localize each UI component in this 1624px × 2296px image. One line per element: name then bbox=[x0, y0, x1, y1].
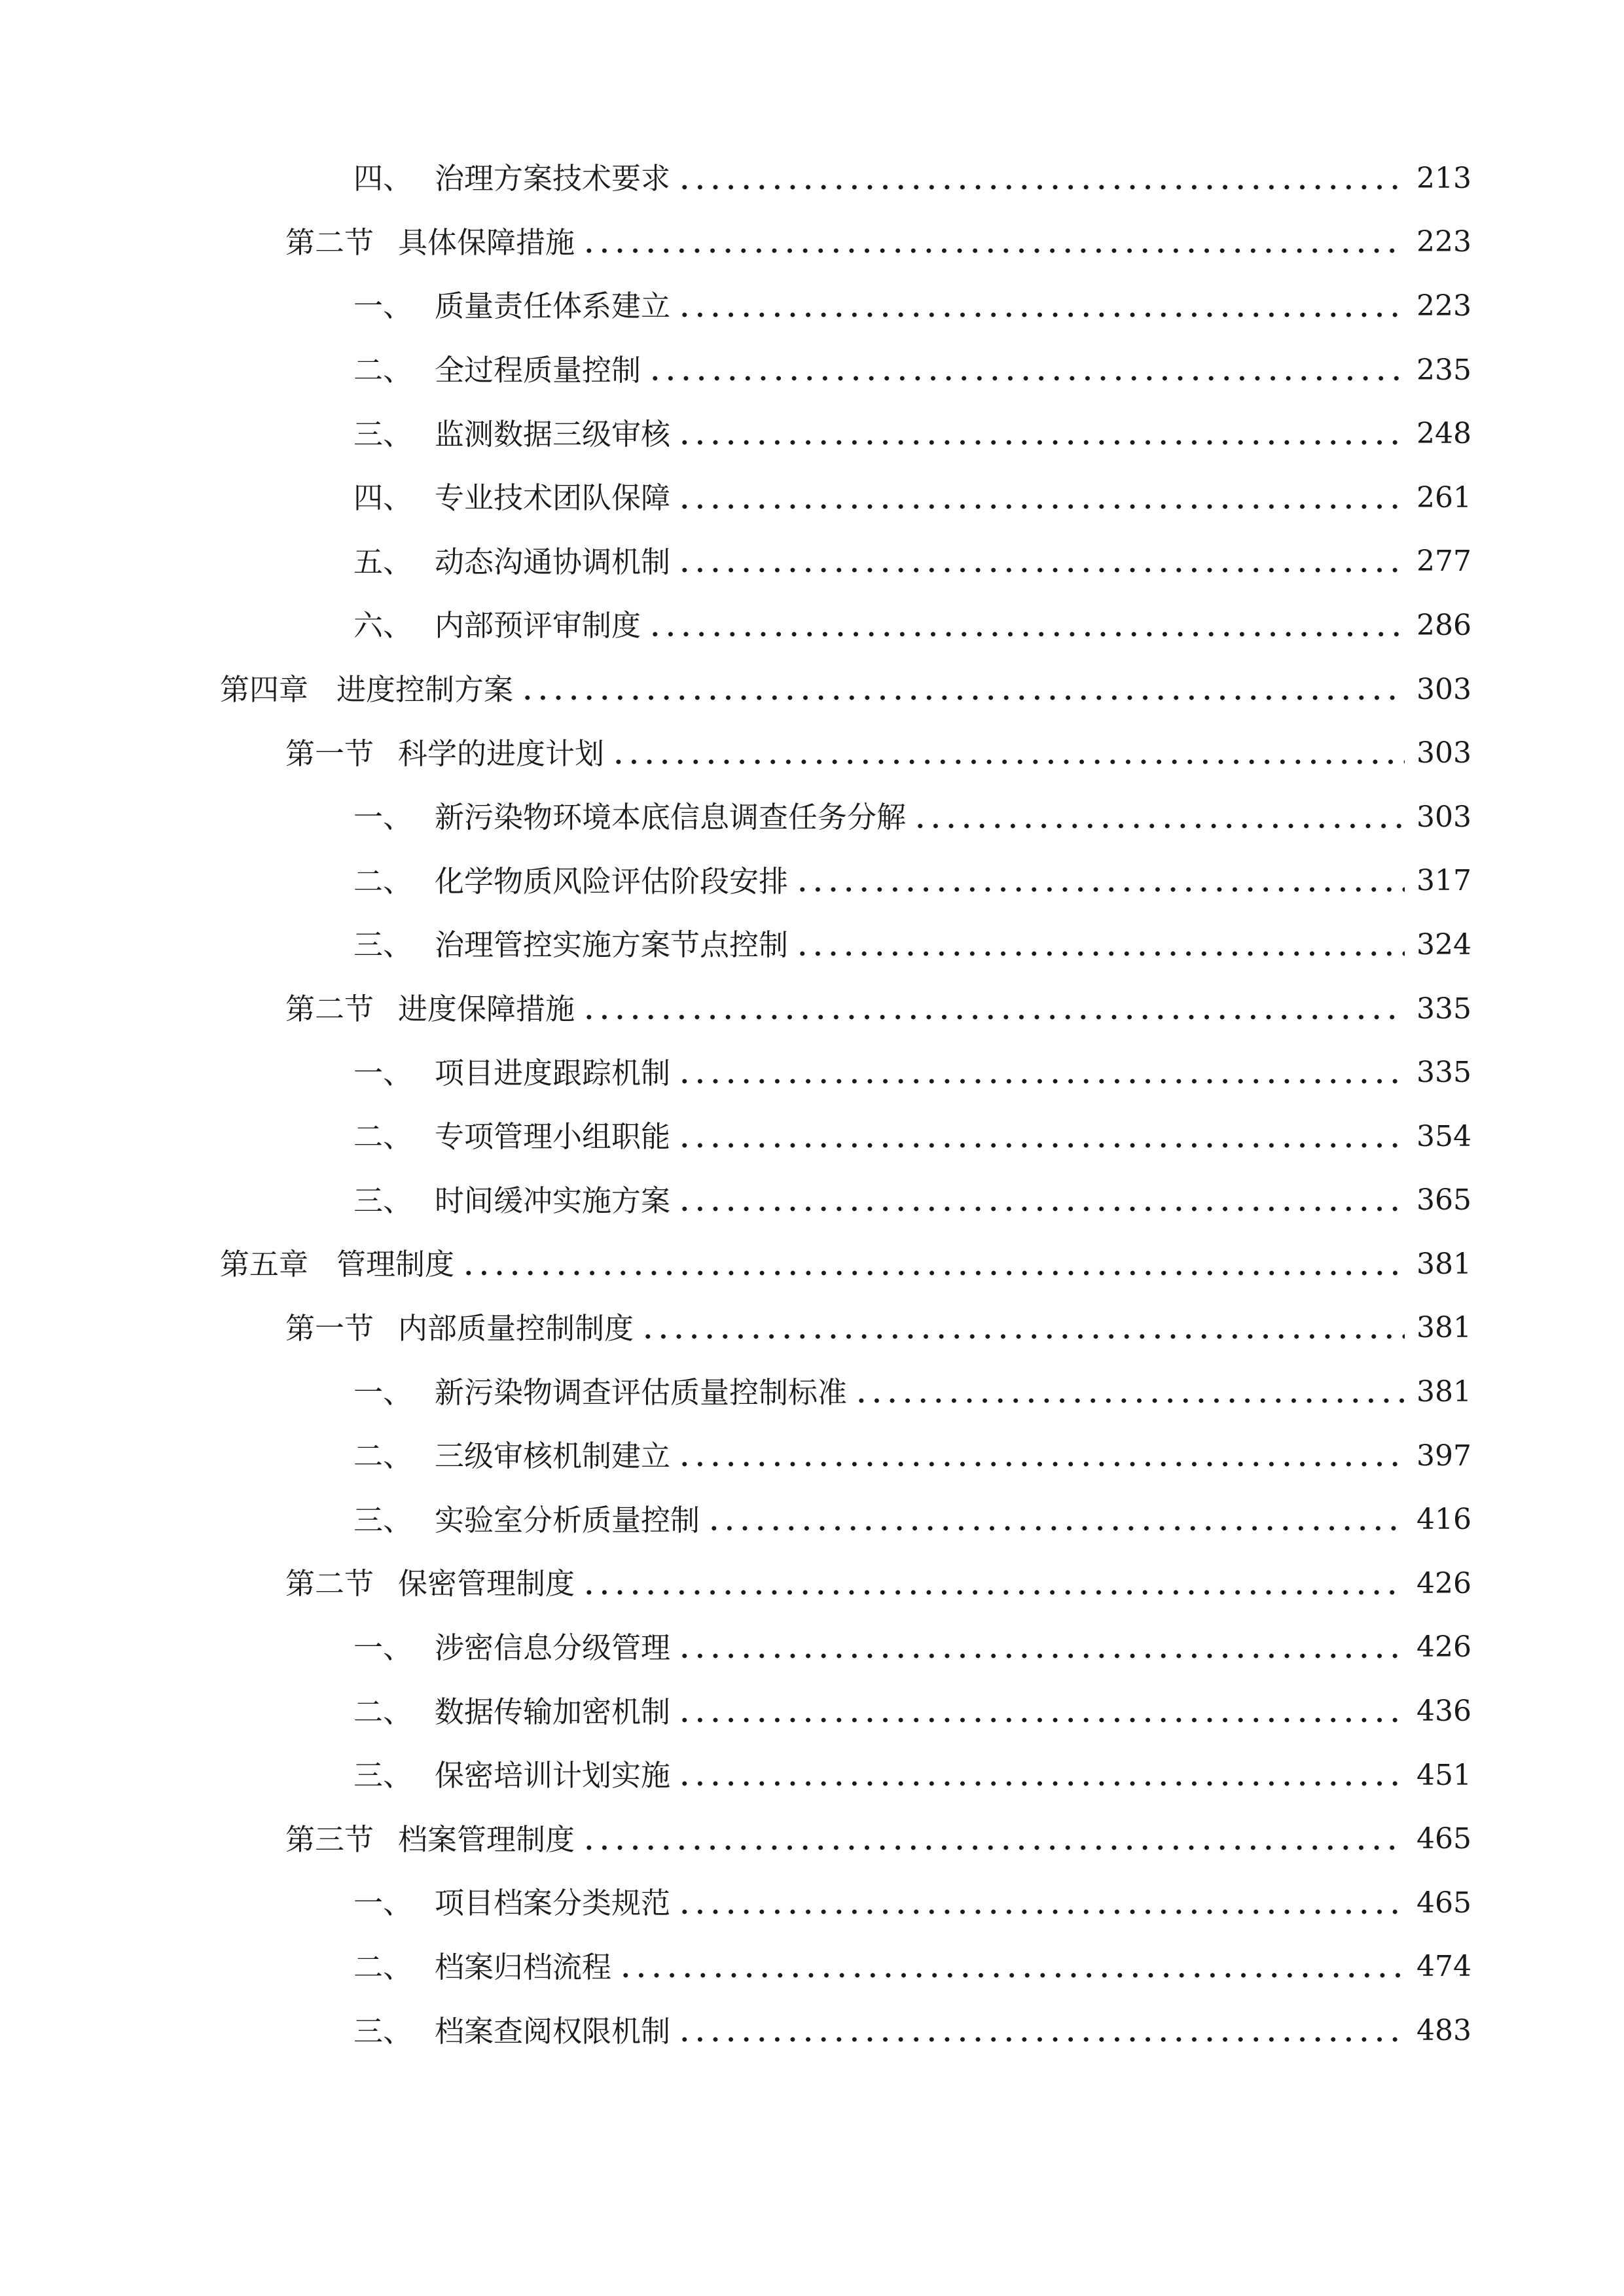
toc-entry[interactable] bbox=[0, 1105, 1624, 1169]
toc-dot-leader bbox=[677, 439, 1405, 446]
toc-dot-leader bbox=[795, 886, 1405, 893]
toc-entry-label bbox=[353, 1949, 615, 1984]
toc-entry-title: 管理制度 bbox=[336, 1247, 455, 1282]
toc-entry-label bbox=[353, 1183, 674, 1218]
toc-entry[interactable] bbox=[0, 1999, 1624, 2063]
toc-dot-leader bbox=[520, 694, 1405, 702]
toc-page-number: 365 bbox=[1416, 1183, 1471, 1217]
toc-page-number: 235 bbox=[1416, 353, 1471, 387]
toc-dot-leader bbox=[618, 1971, 1405, 1979]
toc-entry-title: 档案管理制度 bbox=[398, 1821, 575, 1857]
toc-entry-label bbox=[220, 672, 517, 708]
toc-entry[interactable] bbox=[0, 1616, 1624, 1680]
toc-page-number: 277 bbox=[1416, 545, 1471, 579]
toc-entry-label bbox=[353, 1886, 674, 1921]
toc-entry-number: 四、 bbox=[353, 161, 413, 196]
toc-entry-number: 二、 bbox=[353, 1949, 413, 1984]
toc-entry[interactable] bbox=[0, 850, 1624, 914]
table-of-contents bbox=[0, 147, 1624, 2063]
toc-entry-label bbox=[285, 1310, 638, 1346]
toc-entry-label bbox=[285, 1821, 579, 1857]
toc-entry[interactable] bbox=[0, 1424, 1624, 1488]
toc-entry-title: 涉密信息分级管理 bbox=[435, 1630, 671, 1665]
toc-dot-leader bbox=[461, 1269, 1405, 1277]
toc-dot-leader bbox=[677, 183, 1405, 191]
toc-page-number: 381 bbox=[1416, 1247, 1471, 1281]
toc-dot-leader bbox=[581, 1013, 1405, 1021]
toc-entry-title: 内部预评审制度 bbox=[435, 608, 641, 643]
toc-entry-label bbox=[285, 224, 579, 260]
toc-entry[interactable] bbox=[0, 1935, 1624, 2000]
toc-entry-number: 第二节 bbox=[285, 224, 374, 260]
toc-page-number: 416 bbox=[1416, 1503, 1471, 1537]
toc-page-number: 354 bbox=[1416, 1119, 1471, 1153]
toc-dot-leader bbox=[677, 1077, 1405, 1085]
toc-entry-number: 三、 bbox=[353, 1502, 413, 1537]
toc-entry[interactable] bbox=[0, 1679, 1624, 1744]
toc-entry[interactable] bbox=[0, 1871, 1624, 1935]
toc-entry-title: 专项管理小组职能 bbox=[435, 1119, 671, 1155]
toc-entry-title: 项目进度跟踪机制 bbox=[435, 1055, 671, 1090]
toc-entry-number: 二、 bbox=[353, 1694, 413, 1729]
toc-entry[interactable] bbox=[0, 1232, 1624, 1297]
toc-page-number: 483 bbox=[1416, 2014, 1471, 2048]
toc-entry-label bbox=[353, 1630, 674, 1665]
toc-entry-title: 全过程质量控制 bbox=[435, 353, 641, 388]
toc-entry-title: 治理管控实施方案节点控制 bbox=[435, 927, 789, 963]
toc-entry-label bbox=[285, 1566, 579, 1602]
toc-entry-title: 实验室分析质量控制 bbox=[435, 1502, 700, 1537]
toc-entry[interactable] bbox=[0, 147, 1624, 211]
toc-entry[interactable] bbox=[0, 658, 1624, 722]
toc-entry-title: 化学物质风险评估阶段安排 bbox=[435, 863, 789, 899]
toc-entry-label bbox=[353, 1758, 674, 1793]
toc-entry-number: 三、 bbox=[353, 416, 413, 452]
toc-entry-label bbox=[353, 800, 910, 835]
toc-page-number: 381 bbox=[1416, 1311, 1471, 1345]
toc-entry-number: 第二节 bbox=[285, 992, 374, 1027]
toc-entry-title: 进度控制方案 bbox=[336, 672, 514, 708]
toc-dot-leader bbox=[611, 758, 1405, 766]
toc-page-number: 381 bbox=[1416, 1375, 1471, 1409]
toc-page-number: 286 bbox=[1416, 608, 1471, 642]
toc-entry-label bbox=[353, 416, 674, 452]
toc-entry-number: 三、 bbox=[353, 1758, 413, 1793]
toc-dot-leader bbox=[912, 822, 1405, 830]
toc-entry-title: 治理方案技术要求 bbox=[435, 161, 671, 196]
toc-page-number: 223 bbox=[1416, 225, 1471, 259]
toc-entry[interactable] bbox=[0, 721, 1624, 785]
toc-entry-number: 一、 bbox=[353, 1055, 413, 1090]
toc-entry[interactable] bbox=[0, 402, 1624, 466]
toc-dot-leader bbox=[677, 566, 1405, 574]
toc-entry[interactable] bbox=[0, 1744, 1624, 1808]
toc-dot-leader bbox=[581, 1844, 1405, 1852]
toc-entry[interactable] bbox=[0, 594, 1624, 658]
toc-page-number: 436 bbox=[1416, 1695, 1471, 1729]
toc-entry[interactable] bbox=[0, 785, 1624, 850]
toc-dot-leader bbox=[677, 1908, 1405, 1916]
toc-dot-leader bbox=[677, 1205, 1405, 1213]
toc-entry-number: 一、 bbox=[353, 1374, 413, 1410]
toc-entry-title: 新污染物调查评估质量控制标准 bbox=[435, 1374, 848, 1410]
toc-entry[interactable] bbox=[0, 530, 1624, 594]
toc-entry-label bbox=[353, 480, 674, 516]
toc-dot-leader bbox=[677, 503, 1405, 511]
toc-entry[interactable] bbox=[0, 1807, 1624, 1871]
toc-entry-number: 第四章 bbox=[220, 672, 309, 708]
toc-entry-title: 科学的进度计划 bbox=[398, 736, 605, 771]
toc-entry-number: 第一节 bbox=[285, 1310, 374, 1346]
toc-entry[interactable] bbox=[0, 1488, 1624, 1552]
toc-dot-leader bbox=[677, 1780, 1405, 1787]
toc-page-number: 426 bbox=[1416, 1566, 1471, 1600]
toc-dot-leader bbox=[581, 247, 1405, 255]
toc-entry-number: 三、 bbox=[353, 1183, 413, 1218]
toc-entry-title: 数据传输加密机制 bbox=[435, 1694, 671, 1729]
toc-dot-leader bbox=[677, 311, 1405, 319]
toc-entry-title: 进度保障措施 bbox=[398, 992, 575, 1027]
toc-dot-leader bbox=[581, 1588, 1405, 1596]
toc-entry[interactable] bbox=[0, 1552, 1624, 1616]
toc-entry-label bbox=[353, 161, 674, 196]
toc-entry-title: 新污染物环境本底信息调查任务分解 bbox=[435, 800, 907, 835]
toc-page-number: 223 bbox=[1416, 289, 1471, 323]
toc-entry-number: 六、 bbox=[353, 608, 413, 643]
toc-entry-number: 三、 bbox=[353, 2013, 413, 2049]
toc-dot-leader bbox=[706, 1524, 1405, 1532]
toc-entry-title: 具体保障措施 bbox=[398, 224, 575, 260]
toc-dot-leader bbox=[640, 1333, 1405, 1340]
toc-dot-leader bbox=[647, 374, 1405, 382]
toc-entry-number: 三、 bbox=[353, 927, 413, 963]
toc-entry-title: 三级审核机制建立 bbox=[435, 1439, 671, 1474]
toc-entry[interactable] bbox=[0, 1360, 1624, 1424]
toc-entry-title: 项目档案分类规范 bbox=[435, 1886, 671, 1921]
toc-page-number: 303 bbox=[1416, 672, 1471, 706]
toc-dot-leader bbox=[677, 1460, 1405, 1468]
toc-page-number: 261 bbox=[1416, 480, 1471, 514]
toc-entry[interactable] bbox=[0, 1297, 1624, 1361]
toc-entry-title: 监测数据三级审核 bbox=[435, 416, 671, 452]
toc-entry-number: 一、 bbox=[353, 289, 413, 324]
toc-dot-leader bbox=[677, 1652, 1405, 1660]
toc-dot-leader bbox=[647, 630, 1405, 638]
toc-entry-label bbox=[285, 736, 608, 771]
toc-entry-label bbox=[353, 863, 792, 899]
toc-entry-label bbox=[353, 1119, 674, 1155]
toc-entry[interactable] bbox=[0, 338, 1624, 403]
toc-page-number: 465 bbox=[1416, 1822, 1471, 1856]
toc-entry[interactable] bbox=[0, 977, 1624, 1041]
toc-entry-number: 二、 bbox=[353, 353, 413, 388]
toc-page-number: 324 bbox=[1416, 927, 1471, 961]
toc-page-number: 451 bbox=[1416, 1758, 1471, 1792]
toc-entry-label bbox=[353, 544, 674, 579]
toc-entry-number: 第一节 bbox=[285, 736, 374, 771]
toc-entry-label bbox=[285, 992, 579, 1027]
toc-page-number: 465 bbox=[1416, 1886, 1471, 1920]
toc-entry-label bbox=[353, 608, 645, 643]
toc-page-number: 213 bbox=[1416, 161, 1471, 195]
toc-page-number: 474 bbox=[1416, 1950, 1471, 1984]
toc-entry-label bbox=[353, 1374, 851, 1410]
toc-entry-label bbox=[353, 289, 674, 324]
toc-page-number: 426 bbox=[1416, 1630, 1471, 1664]
toc-entry-number: 第二节 bbox=[285, 1566, 374, 1602]
toc-entry[interactable] bbox=[0, 466, 1624, 530]
toc-entry-label bbox=[353, 2013, 674, 2049]
toc-entry-title: 动态沟通协调机制 bbox=[435, 544, 671, 579]
toc-dot-leader bbox=[677, 2036, 1405, 2043]
toc-dot-leader bbox=[854, 1397, 1405, 1405]
toc-entry-title: 内部质量控制制度 bbox=[398, 1310, 634, 1346]
toc-page-number: 335 bbox=[1416, 1056, 1471, 1090]
toc-page-number: 397 bbox=[1416, 1439, 1471, 1473]
toc-entry-number: 一、 bbox=[353, 800, 413, 835]
toc-entry[interactable] bbox=[0, 913, 1624, 977]
toc-entry-label bbox=[353, 927, 792, 963]
toc-entry-number: 第五章 bbox=[220, 1247, 309, 1282]
toc-page-number: 248 bbox=[1416, 417, 1471, 451]
toc-entry-label bbox=[353, 1502, 704, 1537]
toc-entry-label bbox=[353, 353, 645, 388]
toc-entry-title: 专业技术团队保障 bbox=[435, 480, 671, 516]
toc-entry-number: 四、 bbox=[353, 480, 413, 516]
toc-entry-label bbox=[220, 1247, 458, 1282]
toc-page-number: 317 bbox=[1416, 864, 1471, 898]
toc-entry-label bbox=[353, 1055, 674, 1090]
toc-entry-title: 档案查阅权限机制 bbox=[435, 2013, 671, 2049]
toc-entry[interactable] bbox=[0, 211, 1624, 275]
toc-page-number: 303 bbox=[1416, 800, 1471, 834]
toc-entry-title: 时间缓冲实施方案 bbox=[435, 1183, 671, 1218]
toc-entry-title: 质量责任体系建立 bbox=[435, 289, 671, 324]
toc-entry[interactable] bbox=[0, 274, 1624, 338]
toc-dot-leader bbox=[677, 1716, 1405, 1724]
toc-entry-label bbox=[353, 1694, 674, 1729]
toc-page-number: 335 bbox=[1416, 992, 1471, 1026]
toc-entry-title: 档案归档流程 bbox=[435, 1949, 612, 1984]
toc-entry-title: 保密管理制度 bbox=[398, 1566, 575, 1602]
toc-dot-leader bbox=[677, 1141, 1405, 1149]
toc-entry-number: 二、 bbox=[353, 1119, 413, 1155]
toc-page-number: 303 bbox=[1416, 736, 1471, 770]
toc-entry[interactable] bbox=[0, 1041, 1624, 1105]
toc-entry[interactable] bbox=[0, 1169, 1624, 1233]
toc-dot-leader bbox=[795, 950, 1405, 958]
toc-entry-number: 一、 bbox=[353, 1886, 413, 1921]
toc-entry-number: 二、 bbox=[353, 1439, 413, 1474]
toc-entry-number: 五、 bbox=[353, 544, 413, 579]
toc-entry-label bbox=[353, 1439, 674, 1474]
toc-entry-number: 第三节 bbox=[285, 1821, 374, 1857]
toc-entry-number: 一、 bbox=[353, 1630, 413, 1665]
toc-entry-number: 二、 bbox=[353, 863, 413, 899]
toc-entry-title: 保密培训计划实施 bbox=[435, 1758, 671, 1793]
